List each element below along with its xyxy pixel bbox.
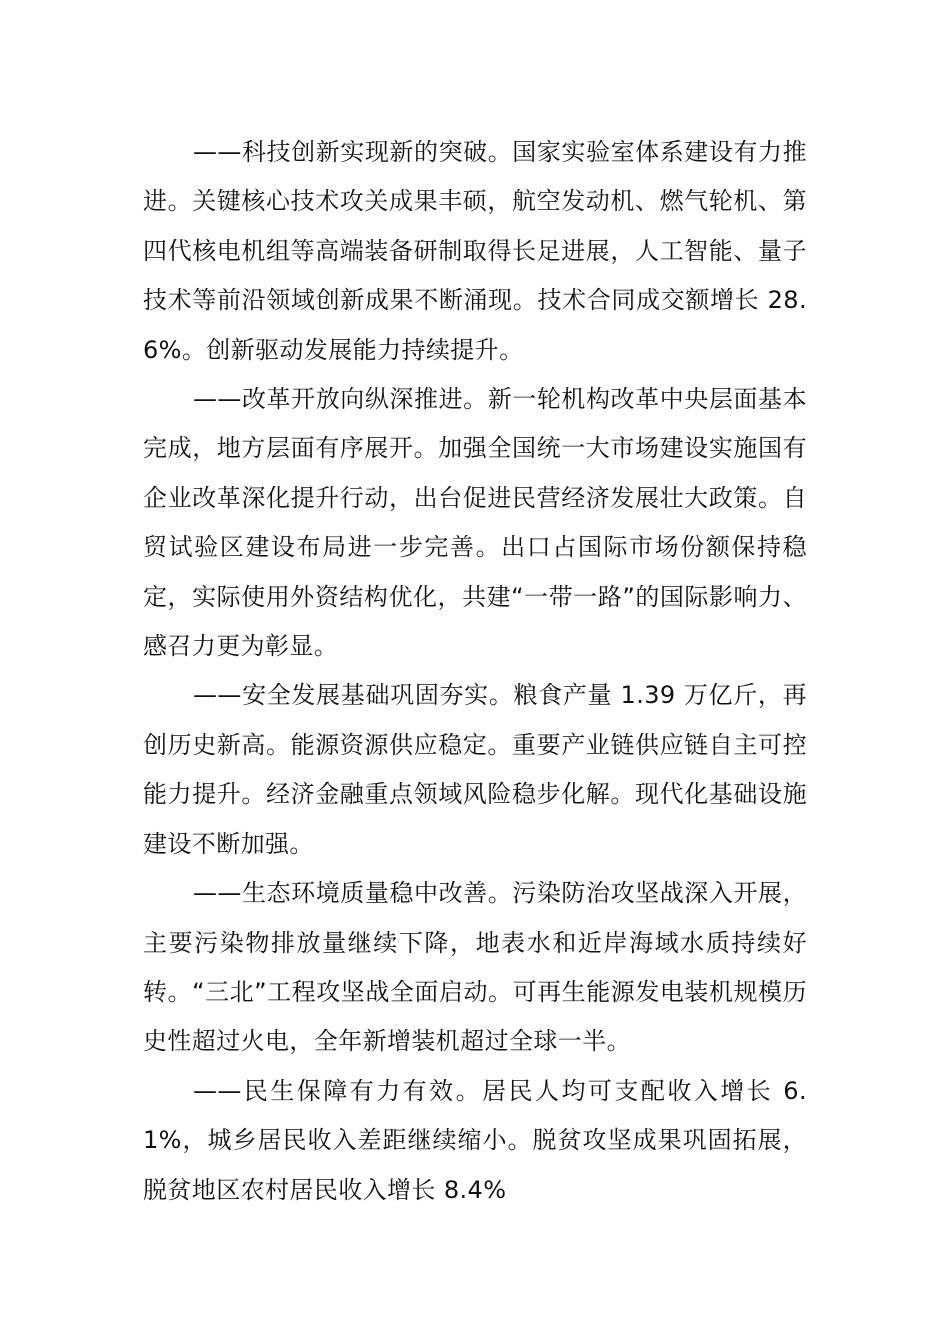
paragraph-livelihood-security: ——民生保障有力有效。居民人均可支配收入增长 6.1%，城乡居民收入差距继续缩小。脱贫攻坚成果巩固拓展，脱贫地区农村居民收入增长 8.4% — [143, 1076, 807, 1204]
paragraph-ecological-environment: ——生态环境质量稳中改善。污染防治攻坚战深入开展，主要污染物排放量继续下降，地表水和近岸海域水质持续好转。“三北”工程攻坚战全面启动。可再生能源发电装机规模历史性超过火电，全年新增装机超过全球一半。 — [143, 879, 807, 1056]
paragraph-security-development: ——安全发展基础巩固夯实。粮食产量 1.39 万亿斤，再创历史新高。能源资源供应稳定。重要产业链供应链自主可控能力提升。经济金融重点领域风险稳步化解。现代化基础设施建设不断加强。 — [143, 681, 807, 858]
document-body — [143, 128, 807, 1215]
paragraph-reform-opening: ——改革开放向纵深推进。新一轮机构改革中央层面基本完成，地方层面有序展开。加强全国统一大市场建设实施国有企业改革深化提升行动，出台促进民营经济发展壮大政策。自贸试验区建设布局进一步完善。出口占国际市场份额保持稳定，实际使用外资结构优化，共建“一带一路”的国际影响力、感召力更为彰显。 — [143, 385, 807, 661]
paragraph-tech-innovation: ——科技创新实现新的突破。国家实验室体系建设有力推进。关键核心技术攻关成果丰硕，航空发动机、燃气轮机、第四代核电机组等高端装备研制取得长足进展，人工智能、量子技术等前沿领域创新成果不断涌现。技术合同成交额增长 28.6%。创新驱动发展能力持续提升。 — [143, 138, 807, 364]
